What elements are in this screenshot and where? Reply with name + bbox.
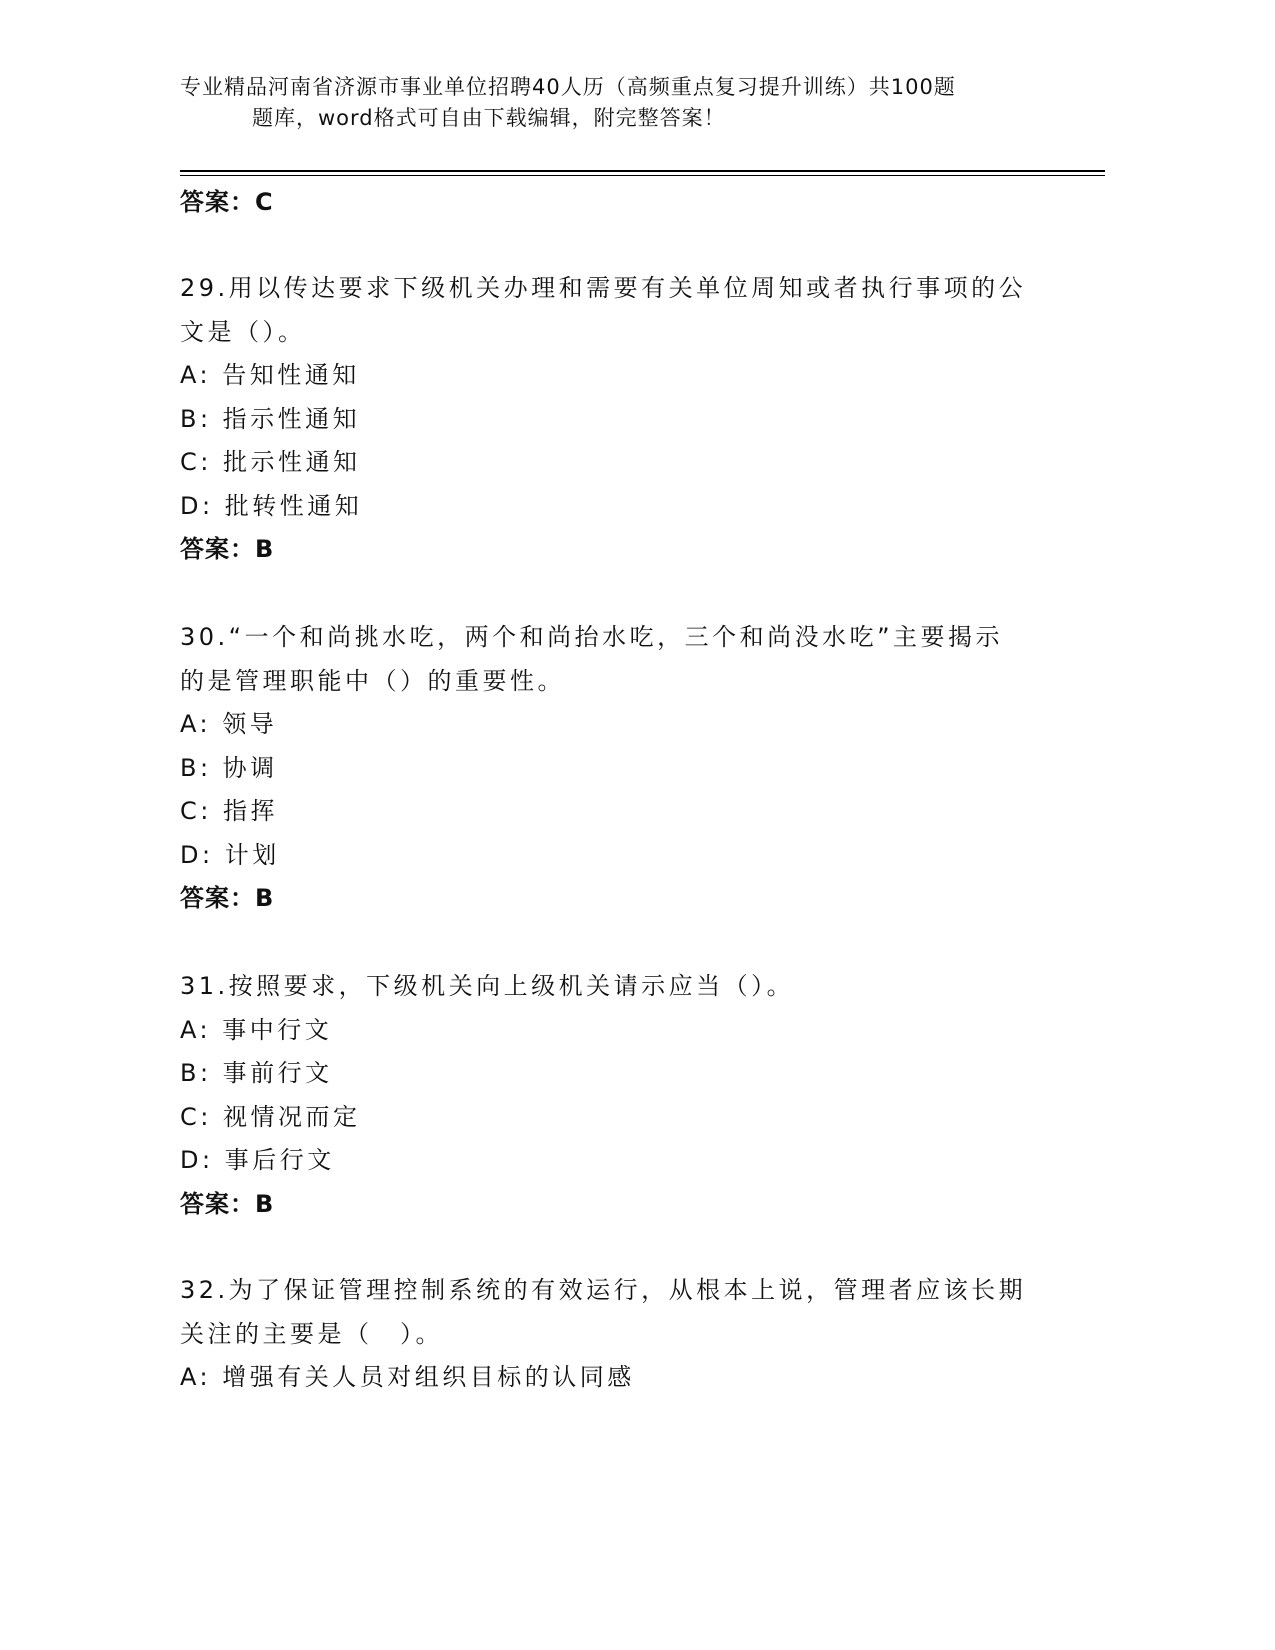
header-divider <box>180 170 1105 172</box>
question-31 <box>180 965 1030 1226</box>
question-29 <box>180 267 1030 572</box>
option-d: D: 批转性通知 <box>180 491 363 520</box>
question-text: 30.“一个和尚挑水吃，两个和尚抬水吃，三个和尚没水吃”主要揭示的是管理职能中（）的重要性。 <box>180 623 1004 695</box>
option-a: A: 增强有关人员对组织目标的认同感 <box>180 1363 635 1391</box>
previous-answer: 答案：C <box>180 188 274 216</box>
header-line-2: 题库，word格式可自由下载编辑，附完整答案！ <box>252 106 726 130</box>
option-c: C: 视情况而定 <box>180 1102 361 1131</box>
option-b: B: 指示性通知 <box>180 404 361 433</box>
option-d: D: 计划 <box>180 840 280 869</box>
option-b: B: 事前行文 <box>180 1059 333 1087</box>
option-c: C: 指挥 <box>180 797 278 825</box>
option-a: A: 领导 <box>180 710 278 738</box>
option-c: C: 批示性通知 <box>180 448 361 476</box>
document-header <box>180 72 1040 134</box>
answer: 答案：B <box>180 1189 275 1218</box>
option-a: A: 事中行文 <box>180 1015 333 1044</box>
option-a: A: 告知性通知 <box>180 361 360 389</box>
option-b: B: 协调 <box>180 753 278 782</box>
question-32 <box>180 1269 1030 1400</box>
question-text: 32.为了保证管理控制系统的有效运行，从根本上说，管理者应该长期关注的主要是（ ）。 <box>180 1276 1027 1348</box>
header-divider-thin <box>180 175 1105 176</box>
header-line-1: 专业精品河南省济源市事业单位招聘40人历（高频重点复习提升训练）共100题 <box>180 75 956 99</box>
question-text: 31.按照要求，下级机关向上级机关请示应当（）。 <box>180 972 795 1000</box>
question-30 <box>180 616 1030 921</box>
question-text: 29.用以传达要求下级机关办理和需要有关单位周知或者执行事项的公文是（）。 <box>180 274 1027 346</box>
answer: 答案：B <box>180 884 275 912</box>
option-d: D: 事后行文 <box>180 1146 335 1174</box>
answer: 答案：B <box>180 535 275 563</box>
